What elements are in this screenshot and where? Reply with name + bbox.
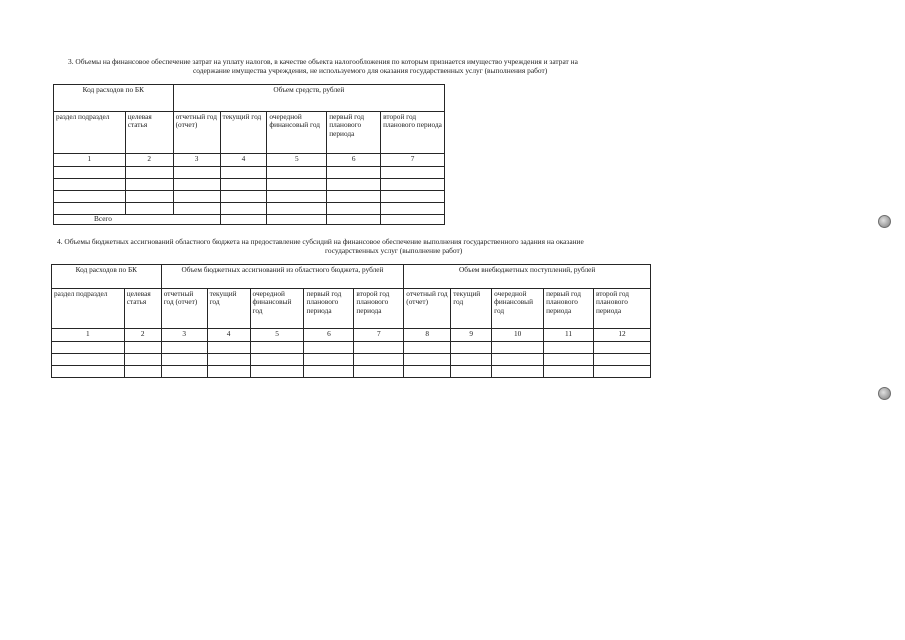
table-row	[54, 167, 445, 179]
col-number: 4	[220, 154, 267, 167]
section-4-table	[51, 264, 651, 378]
section-3-table	[53, 84, 445, 225]
col-section-header: раздел подраздел	[54, 112, 126, 154]
column-number-row	[52, 329, 651, 342]
col-number: 3	[161, 329, 207, 342]
section-4-title-line2: государственных услуг (выполнение работ)	[325, 246, 463, 255]
col-reporting-header: отчетный год (отчет)	[161, 289, 207, 329]
col-current-offbudget-header: текущий год	[451, 289, 492, 329]
col-number: 10	[492, 329, 544, 342]
col-number: 7	[354, 329, 404, 342]
col-number: 12	[594, 329, 651, 342]
col-plan2-offbudget-header: второй год планового периода	[594, 289, 651, 329]
col-current-header: текущий год	[207, 289, 250, 329]
punch-hole-icon	[878, 215, 891, 228]
bk-code-header: Код расходов по БК	[54, 85, 174, 112]
col-number: 1	[54, 154, 126, 167]
bk-code-header: Код расходов по БК	[52, 265, 162, 289]
col-number: 7	[381, 154, 445, 167]
col-plan2-header: второй год планового периода	[354, 289, 404, 329]
col-number: 8	[404, 329, 451, 342]
col-number: 1	[52, 329, 125, 342]
col-target-header: целевая статья	[125, 112, 173, 154]
col-number: 2	[124, 329, 161, 342]
col-number: 4	[207, 329, 250, 342]
col-next-header: очередной финансовый год	[250, 289, 304, 329]
col-section-header: раздел подраздел	[52, 289, 125, 329]
offbudget-volume-header: Объем внебюджетных поступлений, рублей	[404, 265, 651, 289]
col-reporting-header: отчетный год (отчет)	[173, 112, 220, 154]
col-current-header: текущий год	[220, 112, 267, 154]
col-plan1-header: первый год планового периода	[304, 289, 354, 329]
col-plan1-header: первый год планового периода	[327, 112, 381, 154]
table-row	[52, 342, 651, 354]
col-target-header: целевая статья	[124, 289, 161, 329]
col-number: 9	[451, 329, 492, 342]
col-next-header: очередной финансовый год	[267, 112, 327, 154]
col-next-offbudget-header: очередной финансовый год	[492, 289, 544, 329]
total-label: Всего	[54, 215, 221, 225]
col-number: 3	[173, 154, 220, 167]
volume-header: Объем средств, рублей	[173, 85, 444, 112]
col-number: 5	[250, 329, 304, 342]
budget-volume-header: Объем бюджетных ассигнований из областного бюджета, рублей	[161, 265, 404, 289]
col-number: 2	[125, 154, 173, 167]
table-row	[54, 203, 445, 215]
punch-hole-icon	[878, 387, 891, 400]
col-number: 6	[327, 154, 381, 167]
table-row	[52, 354, 651, 366]
col-reporting-offbudget-header: отчетный год (отчет)	[404, 289, 451, 329]
section-4-title-line1: 4. Объемы бюджетных ассигнований областного бюджета на предоставление субсидий на финансовое обеспечение выполнения государственного задания на оказание	[57, 237, 584, 246]
col-number: 5	[267, 154, 327, 167]
table-row	[52, 366, 651, 378]
total-row	[54, 215, 445, 225]
table-row	[54, 179, 445, 191]
column-number-row	[54, 154, 445, 167]
col-plan2-header: второй год планового периода	[381, 112, 445, 154]
table-row	[54, 191, 445, 203]
section-3-title-line2: содержание имущества учреждения, не используемого для оказания государственных услуг (выполнения работ)	[193, 66, 548, 75]
col-number: 6	[304, 329, 354, 342]
col-plan1-offbudget-header: первый год планового периода	[544, 289, 594, 329]
section-3-title-line1: 3. Объемы на финансовое обеспечение затрат на уплату налогов, в качестве объекта налогообложения по которым признается имущество учреждения и затрат на	[68, 57, 578, 66]
col-number: 11	[544, 329, 594, 342]
